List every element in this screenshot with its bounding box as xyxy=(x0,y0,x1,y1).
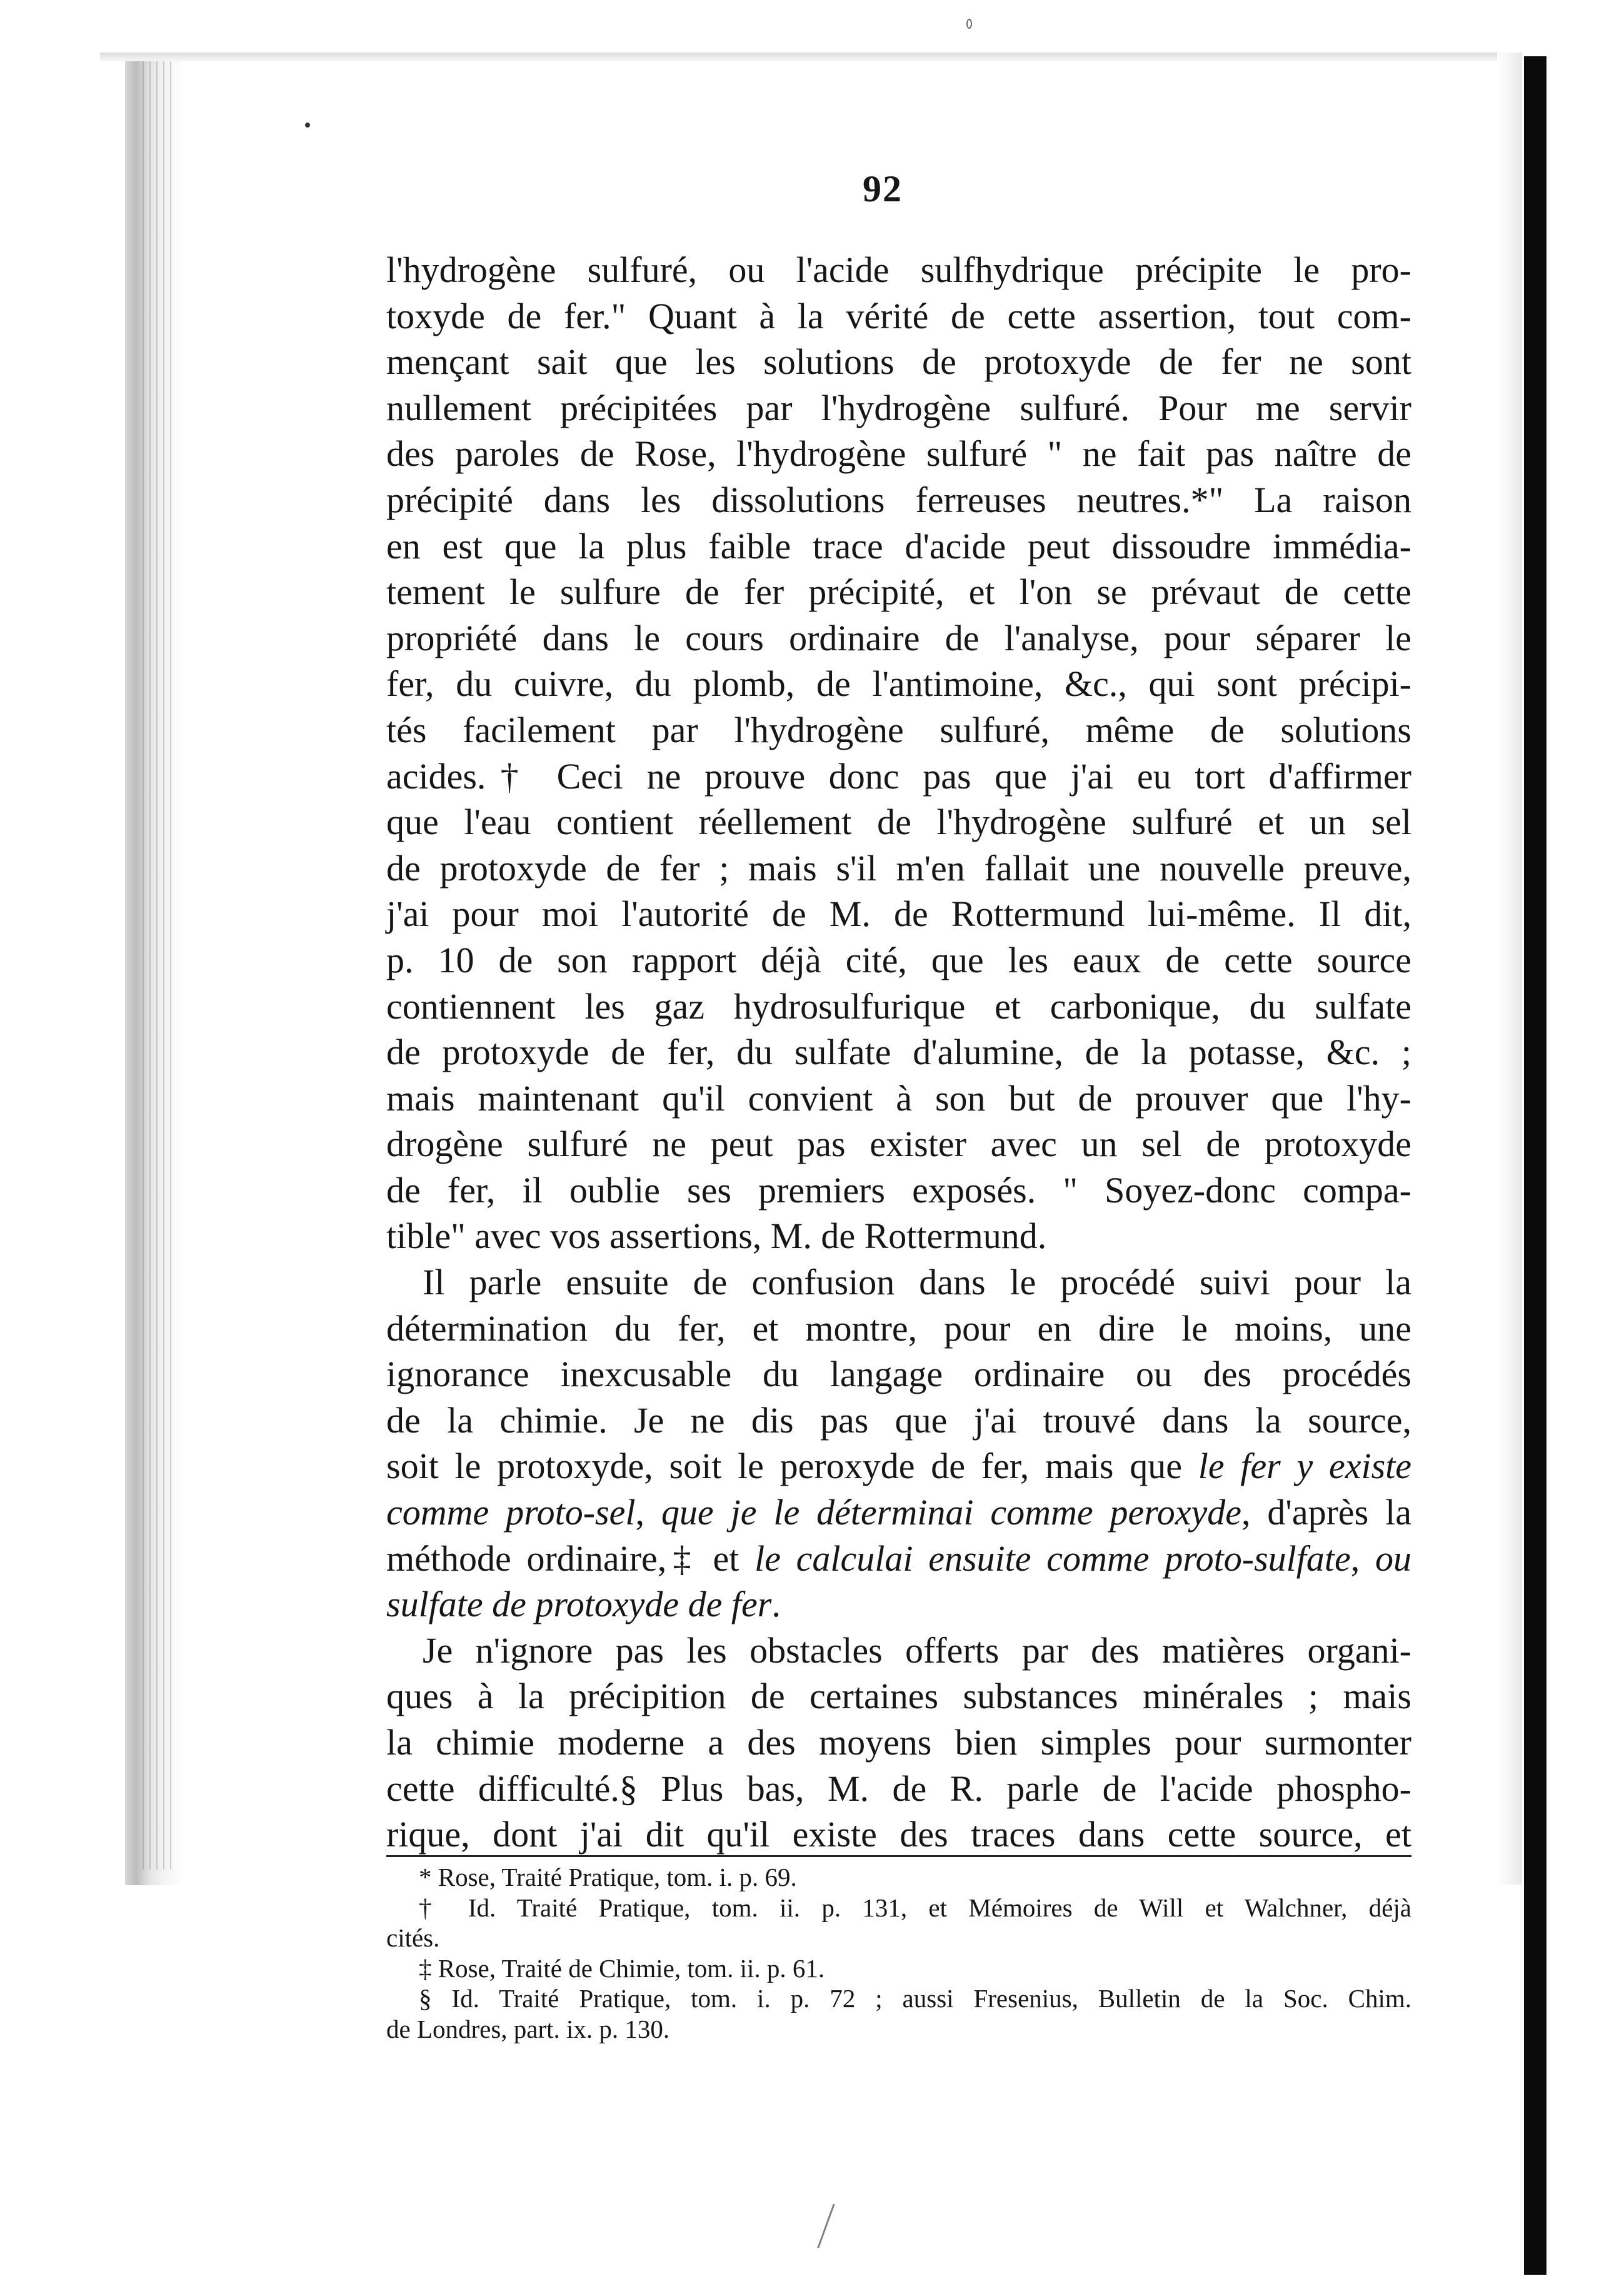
footnote: ‡ Rose, Traité de Chimie, tom. ii. p. 61. xyxy=(419,1953,825,1983)
text-line: de fer, il oublie ses premiers exposés. " Soyez-donc compa- xyxy=(386,1169,1411,1211)
text-line: mençant sait que les solutions de protoxyde de fer ne sont xyxy=(386,341,1411,383)
text-line: détermination du fer, et montre, pour en dire le moins, une xyxy=(386,1307,1411,1349)
text-line: p. 10 de son rapport déjà cité, que les eaux de cette source xyxy=(386,939,1411,980)
text-line: en est que la plus faible trace d'acide peut dissoudre immédia- xyxy=(386,525,1411,566)
text-line: ques à la précipition de certaines substances minérales ; mais xyxy=(386,1676,1411,1717)
text-line: cette difficulté.§ Plus bas, M. de R. parle de l'acide phospho- xyxy=(386,1768,1411,1809)
footnote: § Id. Traité Pratique, tom. i. p. 72 ; aussi Fresenius, Bulletin de la Soc. Chim. xyxy=(419,1984,1411,2013)
text-line: nullement précipitées par l'hydrogène sulfuré. Pour me servir xyxy=(386,387,1411,428)
text-line: mais maintenant qu'il convient à son but de prouver que l'hy- xyxy=(386,1077,1411,1119)
footnote: cités. xyxy=(386,1923,440,1952)
text-line: acides.† Ceci ne prouve donc pas que j'ai eu tort d'affirmer xyxy=(386,755,1411,797)
scan-mark xyxy=(817,2204,866,2248)
text-line: rique, dont j'ai dit qu'il existe des traces dans cette source, et xyxy=(386,1814,1411,1855)
text-line: précipité dans les dissolutions ferreuses neutres.*" La raison xyxy=(386,479,1411,520)
text-line: comme proto-sel, que je le déterminai comme peroxyde, d'après la xyxy=(386,1492,1411,1533)
page-number: 92 xyxy=(863,168,903,209)
scan-speck xyxy=(966,19,972,29)
text-line: que l'eau contient réellement de l'hydrogène sulfuré et un sel xyxy=(386,802,1411,843)
scan-border-bar xyxy=(1524,56,1546,2275)
text-line: drogène sulfuré ne peut pas exister avec un sel de protoxyde xyxy=(386,1124,1411,1165)
footnote: † Id. Traité Pratique, tom. ii. p. 131, et Mémoires de Will et Walchner, déjà xyxy=(419,1893,1411,1922)
text-line: contiennent les gaz hydrosulfurique et carbonique, du sulfate xyxy=(386,985,1411,1027)
scan-speck xyxy=(305,123,310,128)
footnote-rule xyxy=(386,1855,1411,1857)
text-line: la chimie moderne a des moyens bien simples pour surmonter xyxy=(386,1722,1411,1763)
page-stack-lines xyxy=(143,56,174,1870)
text-line: des paroles de Rose, l'hydrogène sulfuré " ne fait pas naître de xyxy=(386,433,1411,475)
text-line: soit le protoxyde, soit le peroxyde de fer, mais que le fer y existe xyxy=(386,1446,1411,1487)
body-text xyxy=(386,247,1411,1858)
footnote: de Londres, part. ix. p. 130. xyxy=(386,2014,670,2043)
text-line: tible" avec vos assertions, M. de Rottermund. xyxy=(386,1216,1047,1257)
text-line: j'ai pour moi l'autorité de M. de Rottermund lui-même. Il dit, xyxy=(386,894,1411,935)
text-line: fer, du cuivre, du plomb, de l'antimoine, &c., qui sont précipi- xyxy=(386,663,1411,705)
text-line: toxyde de fer." Quant à la vérité de cette assertion, tout com- xyxy=(386,295,1411,336)
text-line: l'hydrogène sulfuré, ou l'acide sulfhydrique précipite le pro- xyxy=(386,249,1411,290)
text-line: de protoxyde de fer ; mais s'il m'en fallait une nouvelle preuve, xyxy=(386,847,1411,889)
text-line: sulfate de protoxyde de fer. xyxy=(386,1584,781,1625)
text-line: méthode ordinaire,‡ et le calculai ensuite comme proto-sulfate, ou xyxy=(386,1538,1411,1579)
text-line: de la chimie. Je ne dis pas que j'ai trouvé dans la source, xyxy=(386,1399,1411,1441)
text-line: propriété dans le cours ordinaire de l'analyse, pour séparer le xyxy=(386,617,1411,658)
right-page-shade xyxy=(1497,53,1522,1885)
text-line: Je n'ignore pas les obstacles offerts par des matières organi- xyxy=(423,1629,1411,1671)
text-line: tés facilement par l'hydrogène sulfuré, même de solutions xyxy=(386,709,1411,750)
text-line: Il parle ensuite de confusion dans le procédé suivi pour la xyxy=(423,1262,1411,1303)
text-line: tement le sulfure de fer précipité, et l'on se prévaut de cette xyxy=(386,571,1411,613)
footnote: * Rose, Traité Pratique, tom. i. p. 69. xyxy=(419,1863,797,1891)
top-page-edge xyxy=(100,53,1500,61)
footnotes xyxy=(386,1862,1411,2044)
text-line: de protoxyde de fer, du sulfate d'alumine, de la potasse, &c. ; xyxy=(386,1032,1411,1073)
text-line: ignorance inexcusable du langage ordinaire ou des procédés xyxy=(386,1354,1411,1395)
